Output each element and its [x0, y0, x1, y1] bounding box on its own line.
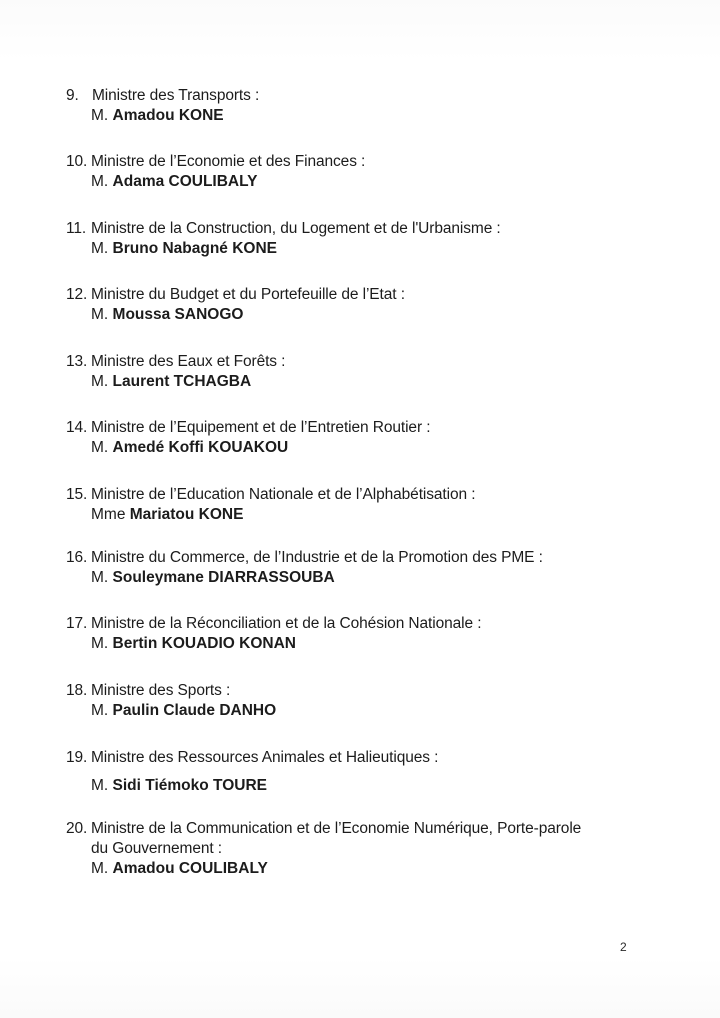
item-number: 11. — [66, 220, 87, 237]
minister-name-line — [66, 239, 666, 259]
page-number: 2 — [620, 940, 627, 954]
minister-name: Paulin Claude DANHO — [112, 702, 277, 719]
ministry-title-line — [66, 485, 666, 505]
honorific: M. — [91, 107, 109, 124]
minister-name: Souleymane DIARRASSOUBA — [112, 569, 335, 586]
item-number: 15. — [66, 486, 88, 503]
item-number: 12. — [66, 286, 88, 303]
ministry-title: Ministre du Budget et du Portefeuille de l’Etat : — [91, 286, 405, 303]
list-item — [66, 86, 666, 126]
ministry-title-continuation: du Gouvernement : — [91, 840, 222, 857]
honorific: M. — [91, 635, 109, 652]
minister-name: Adama COULIBALY — [112, 173, 258, 190]
item-number: 19. — [66, 749, 88, 766]
minister-name-line — [66, 305, 666, 325]
ministry-title-line — [66, 86, 666, 106]
item-number: 18. — [66, 682, 88, 699]
minister-name-line — [66, 372, 666, 392]
ministry-title: Ministre des Ressources Animales et Halieutiques : — [91, 749, 439, 766]
item-number: 20. — [66, 820, 88, 837]
ministry-title: Ministre de l’Equipement et de l’Entretien Routier : — [91, 419, 431, 436]
list-item — [66, 819, 666, 879]
minister-name: Bertin KOUADIO KONAN — [112, 635, 296, 652]
honorific: M. — [91, 569, 109, 586]
item-number: 16. — [66, 549, 88, 566]
ministry-title-line — [66, 152, 666, 172]
item-number: 10. — [66, 153, 88, 170]
list-item — [66, 152, 666, 192]
ministry-title-line — [66, 681, 666, 701]
ministry-title: Ministre des Transports : — [92, 87, 260, 104]
honorific: M. — [91, 373, 109, 390]
honorific: M. — [91, 777, 109, 794]
list-item — [66, 418, 666, 458]
ministry-title: Ministre du Commerce, de l’Industrie et de la Promotion des PME : — [91, 549, 543, 566]
minister-name-line — [66, 568, 666, 588]
honorific: M. — [91, 702, 109, 719]
list-item — [66, 352, 666, 392]
item-number: 13. — [66, 353, 88, 370]
minister-name: Amedé Koffi KOUAKOU — [112, 439, 289, 456]
list-item — [66, 285, 666, 325]
list-item — [66, 219, 666, 259]
ministry-title: Ministre de la Construction, du Logement et de l'Urbanisme : — [91, 220, 501, 237]
minister-name-line — [66, 634, 666, 654]
list-item — [66, 681, 666, 721]
minister-name: Sidi Tiémoko TOURE — [112, 777, 267, 794]
ministry-title: Ministre des Eaux et Forêts : — [91, 353, 286, 370]
ministry-title: Ministre des Sports : — [91, 682, 231, 699]
ministry-title-line — [66, 614, 666, 634]
ministry-title: Ministre de la Communication et de l’Economie Numérique, Porte-parole — [91, 820, 582, 837]
minister-name-line — [66, 859, 666, 879]
honorific: M. — [91, 439, 109, 456]
honorific: M. — [91, 240, 109, 257]
ministry-title-line — [66, 285, 666, 305]
list-item — [66, 485, 666, 525]
honorific: M. — [91, 173, 109, 190]
minister-name: Laurent TCHAGBA — [112, 373, 252, 390]
minister-name-line — [66, 701, 666, 721]
minister-name-line — [66, 172, 666, 192]
minister-name-line — [66, 106, 666, 126]
ministry-title: Ministre de l’Education Nationale et de l’Alphabétisation : — [91, 486, 476, 503]
honorific: M. — [91, 306, 109, 323]
ministry-title-line — [66, 819, 666, 839]
honorific: M. — [91, 860, 109, 877]
ministry-title: Ministre de l’Economie et des Finances : — [91, 153, 366, 170]
minister-name: Bruno Nabagné KONE — [112, 240, 278, 257]
list-item — [66, 748, 666, 796]
list-item — [66, 548, 666, 588]
ministry-title-line — [66, 748, 666, 768]
minister-name-line — [66, 438, 666, 458]
ministry-title-line — [66, 219, 666, 239]
minister-name-line — [66, 505, 666, 525]
minister-name: Amadou KONE — [112, 107, 224, 124]
item-number: 17. — [66, 615, 88, 632]
ministry-title-line — [66, 418, 666, 438]
minister-name: Moussa SANOGO — [112, 306, 244, 323]
list-item — [66, 614, 666, 654]
item-number: 14. — [66, 419, 88, 436]
minister-name: Amadou COULIBALY — [112, 860, 268, 877]
honorific: Mme — [91, 506, 126, 523]
ministry-title: Ministre de la Réconciliation et de la Cohésion Nationale : — [91, 615, 482, 632]
ministry-title-line — [66, 548, 666, 568]
ministry-title-line — [66, 352, 666, 372]
minister-name: Mariatou KONE — [129, 506, 244, 523]
minister-name-line — [66, 776, 666, 796]
item-number: 9. — [66, 87, 79, 104]
